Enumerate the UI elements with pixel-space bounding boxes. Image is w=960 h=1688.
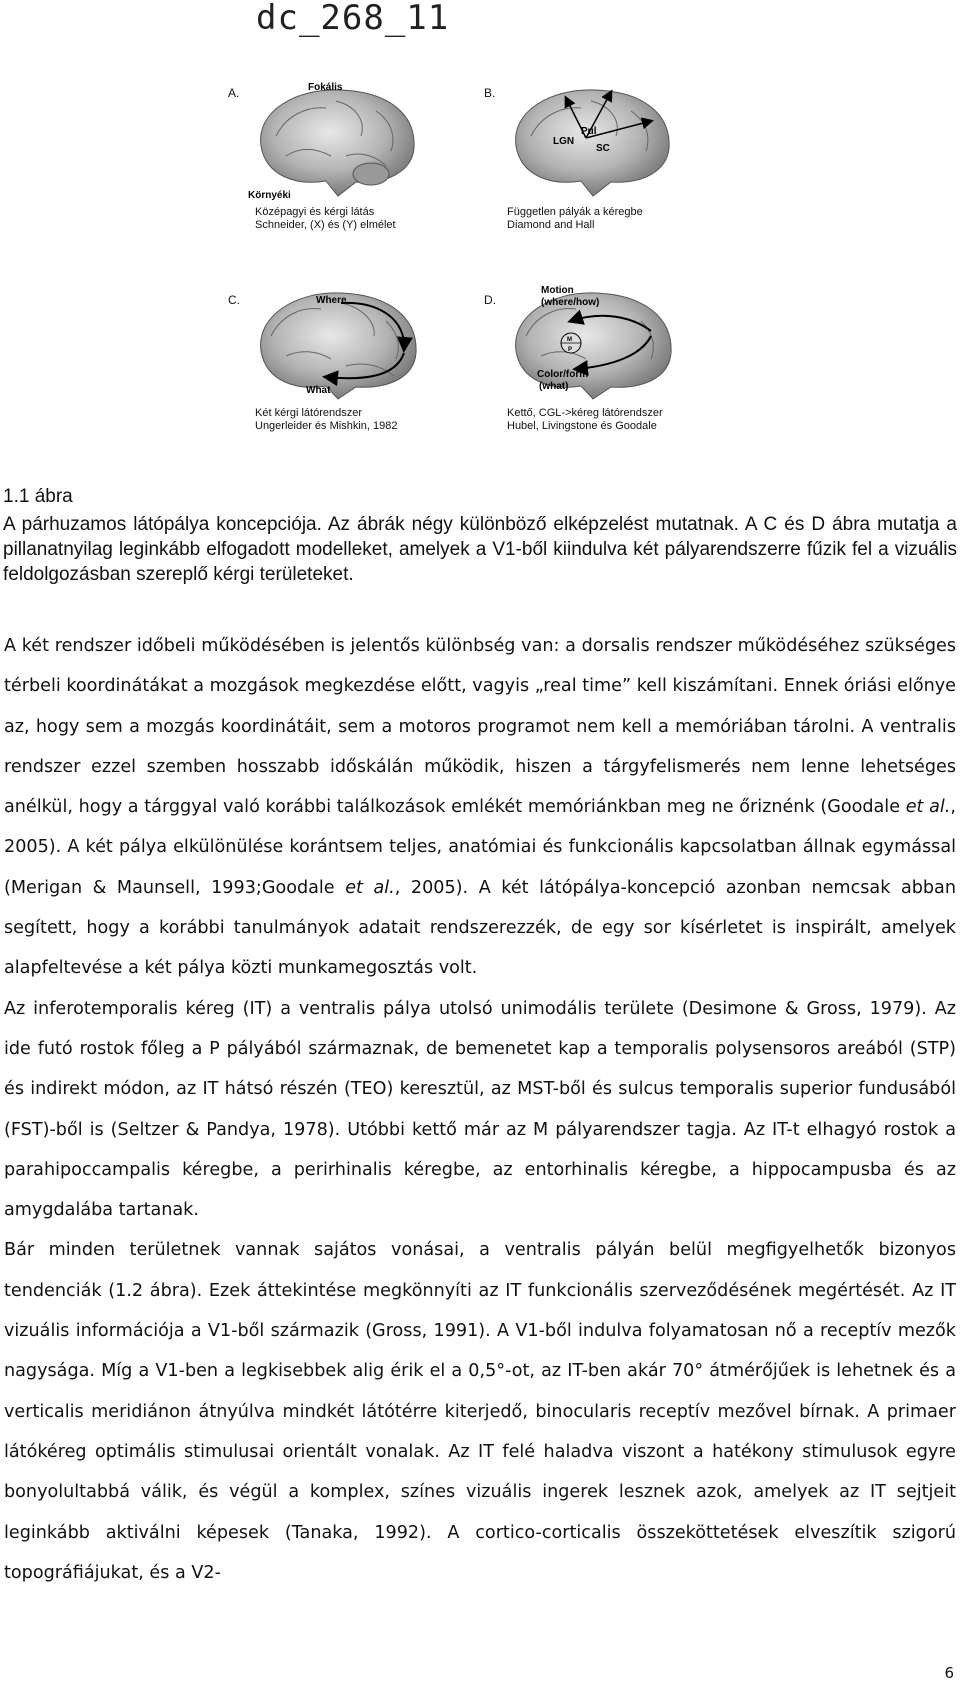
panel-a <box>228 66 476 266</box>
paragraph-text: , 2005). A két pálya elkülönülése korántsem teljes, anatómiai és funkcionális kapcsolatban állnak egymással (Merigan & Maunsell, 1993;Goodale <box>4 797 956 898</box>
paragraph-text: A két rendszer időbeli működésében is jelentős különbség van: a dorsalis rendszer működéséhez szükséges térbeli koordinátákat a mozgások megkezdése előtt, vagyis „real time” kell kiszámítani. Ennek óriási előnye az, hogy sem a mozgás koordinátáit, sem a motoros programot nem kell a memóriában tárolni. A ventralis rendszer ezzel szemben hosszabb időskálán működik, hiszen a tárgyfelismerés nem lenne lehetséges anélkül, hogy a tárggyal való korábbi találkozások emlékét memóriánkban meg ne őriznénk (Goodale <box>4 636 956 818</box>
label-what-d: (what) <box>539 381 569 392</box>
figure-caption: A párhuzamos látópálya koncepciója. Az ábrák négy különböző elképzelést mutatnak. A C és D ábra mutatja a pillanatnyilag leginkább elfogadott modelleket, amelyek a V1-ből kiindulva két pályarendszerre fűzik fel a vizuális feldolgozásban szereplő kérgi területeket. <box>3 514 957 585</box>
panel-a-letter: A. <box>228 86 240 100</box>
body-text <box>4 626 956 1593</box>
panel-c-caption-2: Ungerleider és Mishkin, 1982 <box>255 420 398 432</box>
paragraph-italic: et al. <box>905 797 951 818</box>
label-fokalis: Fokális <box>308 82 343 93</box>
panel-b-caption-1: Független pályák a kéregbe <box>507 206 643 218</box>
paragraph-text: Bár minden területnek vannak sajátos vonásai, a ventralis pályán belül megfigyelhetők bizonyos tendenciák (1.2 ábra). Ezek áttekintése megkönnyíti az IT funkcionális szerveződésének megértését. Az IT vizuális információja a V1-ből származik (Gross, 1991). A V1-ből indulva folyamatosan nő a receptív mezők nagysága. Míg a V1-ben a legkisebbek alig érik el a 0,5°-ot, az IT-ben akár 70° átmérőjűek is lehetnek és a verticalis meridiánon átnyúlva mindkét látótérre kiterjedő, binocularis receptív mezővel bírnak. A primaer látókéreg optimális stimulusai orientált vonalak. Az IT felé haladva viszont a hatékony stimulusok egyre bonyolultabbá válik, és végül a komplex, színes vizuális ingerek lesznek azok, amelyek az IT sejtjeit leginkább aktiválni képesek (Tanaka, 1992). A cortico-corticalis összeköttetések elveszítik szigorú topográfiájukat, és a V2- <box>4 1240 956 1583</box>
brain-image-d <box>501 281 691 411</box>
page-number: 6 <box>944 1664 954 1682</box>
brain-image-c <box>246 281 436 411</box>
panel-c-letter: C. <box>228 293 240 307</box>
label-m: M <box>567 337 572 343</box>
label-what: What <box>306 385 331 396</box>
panel-d-letter: D. <box>484 293 496 307</box>
label-where-how: (where/how) <box>541 297 600 308</box>
figure-title: 1.1 ábra <box>3 486 73 507</box>
paragraph-text: , 2005). A két látópálya-koncepció azonban nemcsak abban segített, hogy a korábbi tanulmányok adatait rendszerezzék, de egy sor kísérletet is inspirált, amelyek alapfeltevése a két pálya közti munkamegosztás volt. <box>4 877 956 979</box>
panel-b-letter: B. <box>484 86 496 100</box>
panel-a-caption-1: Középagyi és kérgi látás <box>255 206 375 218</box>
label-sc: SC <box>596 143 610 154</box>
panel-b <box>486 66 726 266</box>
panel-a-caption-2: Schneider, (X) és (Y) elmélet <box>255 219 396 231</box>
panel-c-caption-1: Két kérgi látórendszer <box>255 407 362 419</box>
label-p: P <box>568 347 573 353</box>
panel-c <box>228 276 476 476</box>
label-motion: Motion <box>541 285 574 296</box>
paragraph <box>4 1230 956 1593</box>
panel-d-caption-1: Kettő, CGL->kéreg látórendszer <box>507 407 663 419</box>
paragraph <box>4 989 956 1231</box>
label-where: Where <box>316 295 347 306</box>
label-color-form: Color/form <box>537 369 589 380</box>
panel-d-caption-2: Hubel, Livingstone és Goodale <box>507 420 657 432</box>
panel-b-caption-2: Diamond and Hall <box>507 219 595 231</box>
panel-d <box>486 276 726 476</box>
document-id: dc_268_11 <box>256 0 450 38</box>
paragraph-text: Az inferotemporalis kéreg (IT) a ventralis pálya utolsó unimodális területe (Desimone & Gross, 1979). Az ide futó rostok főleg a P pályából származnak, de bemenetet kap a temporalis polysensoros areából (STP) és indirekt módon, az IT hátsó részén (TEO) keresztül, az MST-ből és sulcus temporalis superior fundusából (FST)-ből is (Seltzer & Pandya, 1978). Utóbbi kettő már az M pályarendszer tagja. Az IT-t elhagyó rostok a parahipoccampalis kéregbe, a perirhinalis kéregbe, az entorhinalis kéregbe, a hippocampusba és az amygdalába tartanak. <box>4 998 956 1221</box>
brain-image-b <box>501 76 691 206</box>
paragraph-italic: et al. <box>345 877 395 898</box>
label-pul: Pul <box>581 126 597 137</box>
label-kornyeki: Környéki <box>248 190 291 201</box>
label-lgn: LGN <box>553 136 575 147</box>
figure-brain-pathways <box>228 66 716 470</box>
brain-image-a <box>246 76 436 206</box>
paragraph <box>4 626 956 989</box>
